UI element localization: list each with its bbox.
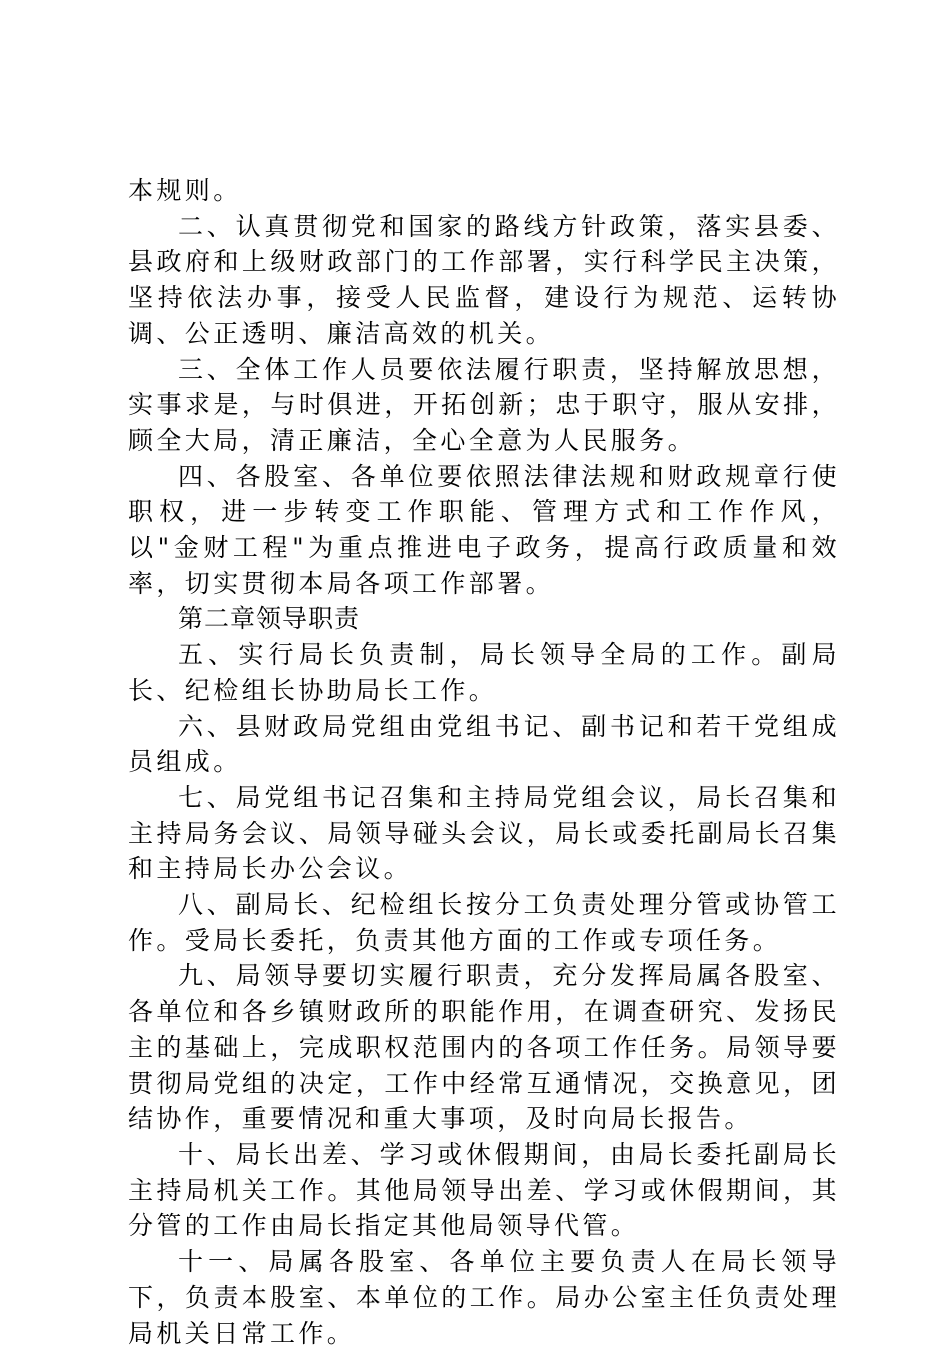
paragraph-article-4: 四、各股室、各单位要依照法律法规和财政规章行使职权，进一步转变工作职能、管理方式和工作作风，以"金财工程"为重点推进电子政务，提高行政质量和效率，切实贯彻本局各项工作部署。 [128,461,840,598]
paragraph-article-7: 七、局党组书记召集和主持局党组会议，局长召集和主持局务会议、局领导碰头会议，局长或委托副局长召集和主持局长办公会议。 [128,782,840,884]
chapter-heading: 第二章领导职责 [178,604,361,634]
paragraph-article-5: 五、实行局长负责制，局长领导全局的工作。副局长、纪检组长协助局长工作。 [128,640,840,705]
paragraph-article-3: 三、全体工作人员要依法履行职责，坚持解放思想，实事求是，与时俱进，开拓创新；忠于职守，服从安排，顾全大局，清正廉洁，全心全意为人民服务。 [128,354,840,455]
paragraph-article-8: 八、副局长、纪检组长按分工负责处理分管或协管工作。受局长委托，负责其他方面的工作或专项任务。 [128,890,840,955]
paragraph-article-9: 九、局领导要切实履行职责，充分发挥局属各股室、各单位和各乡镇财政所的职能作用，在调查研究、发扬民主的基础上，完成职权范围内的各项工作任务。局领导要贯彻局党组的决定，工作中经常互通情况，交换意见，团结协作，重要情况和重大事项，及时向局长报告。 [128,961,840,1134]
document-body [128,173,840,1351]
paragraph-rules-end: 本规则。 [128,176,242,205]
paragraph-article-2: 二、认真贯彻党和国家的路线方针政策，落实县委、县政府和上级财政部门的工作部署，实行科学民主决策，坚持依法办事，接受人民监督，建设行为规范、运转协调、公正透明、廉洁高效的机关。 [128,211,840,348]
paragraph-article-6: 六、县财政局党组由党组书记、副书记和若干党组成员组成。 [128,711,840,777]
paragraph-article-11: 十一、局属各股室、各单位主要负责人在局长领导下，负责本股室、本单位的工作。局办公室主任负责处理局机关日常工作。 [128,1247,840,1348]
paragraph-article-10: 十、局长出差、学习或休假期间，由局长委托副局长主持局机关工作。其他局领导出差、学习或休假期间，其分管的工作由局长指定其他局领导代管。 [128,1139,840,1241]
